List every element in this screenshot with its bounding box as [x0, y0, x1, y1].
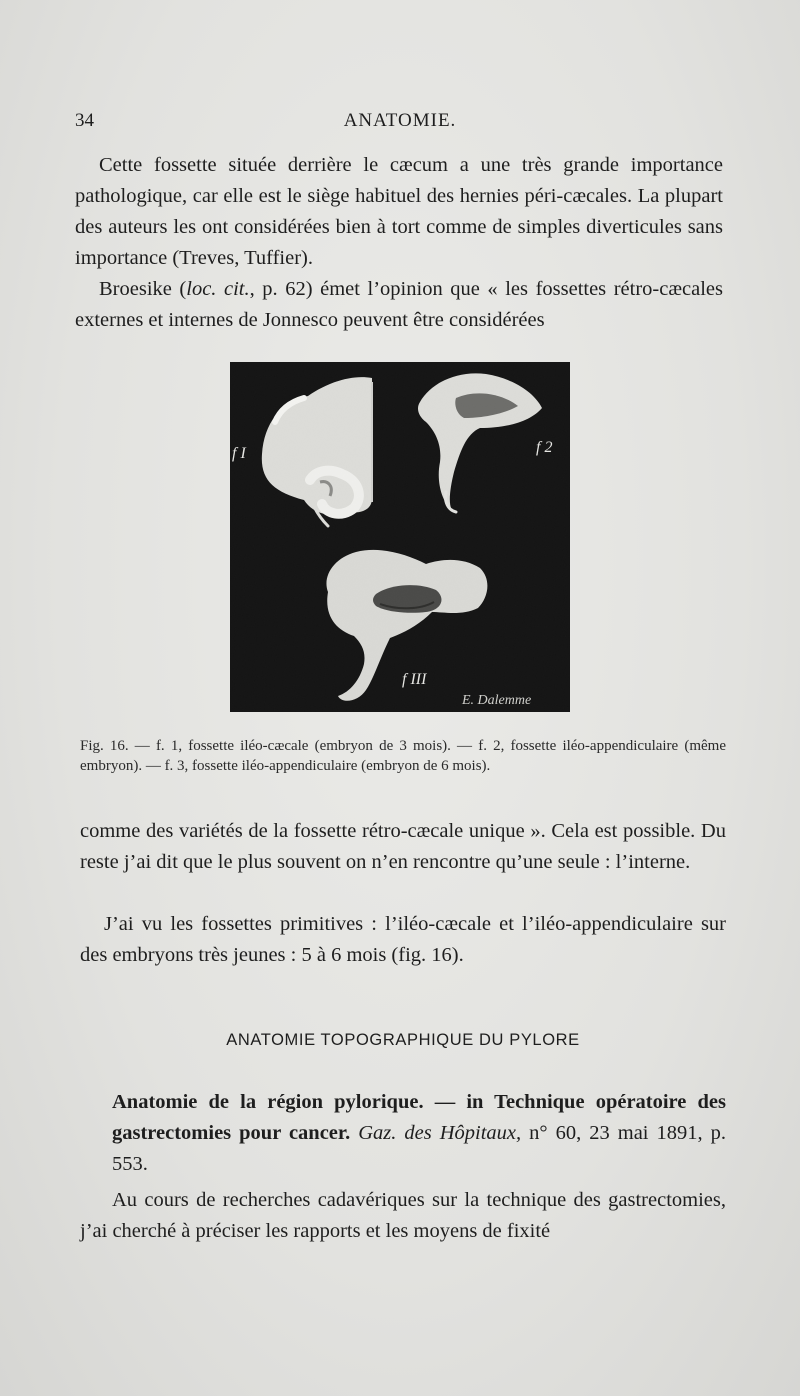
figure-caption: [80, 736, 726, 776]
figure-label-f2: f 2: [536, 439, 553, 456]
paragraph-3: comme des variétés de la fossette rétro-cæcale unique ». Cela est possible. Du reste j’ai dit que le plus souvent on n’en rencontre qu’une seule : l’interne.: [80, 820, 726, 873]
reference-journal: Gaz. des Hôpitaux,: [358, 1122, 522, 1144]
figure-caption-text: — f. 1, fossette iléo-cæcale (embryon de 3 mois). — f. 2, fossette iléo-appendiculaire (même embryon). — f. 3, fossette iléo-appendiculaire (embryon de 6 mois).: [80, 738, 726, 774]
paragraph-5: Au cours de recherches cadavériques sur la technique des gastrectomies, j’ai cherché à préciser les rapports et les moyens de fixité: [80, 1189, 726, 1242]
paragraph-2-text-b: , p. 62) émet l’opinion que « les fossettes rétro-cæcales externes et internes de Jonnesco peuvent être considérées: [75, 278, 723, 331]
section-heading: ANATOMIE TOPOGRAPHIQUE DU PYLORE: [226, 1031, 580, 1049]
figure-label-f3: f III: [402, 671, 427, 688]
anatomical-drawing: [230, 362, 570, 712]
page-number: 34: [75, 110, 94, 131]
paragraph-2: [75, 274, 723, 336]
paragraph-4: J’ai vu les fossettes primitives : l’iléo-cæcale et l’iléo-appendiculaire sur des embryons très jeunes : 5 à 6 mois (fig. 16).: [80, 913, 726, 966]
paragraph-1: Cette fossette située derrière le cæcum a une très grande importance pathologique, car elle est le siège habituel des hernies péri-cæcales. La plupart des auteurs les ont considérées bien à tort comme de simples diverticules sans importance (Treves, Tuffier).: [75, 154, 723, 269]
figure-label-f1: f I: [232, 445, 246, 462]
artist-signature: E. Dalemme: [462, 693, 532, 708]
reference-title: Anatomie de la région pylorique. — in Technique opératoire des gastrectomies pour cancer.: [112, 1091, 726, 1144]
reference-details: n° 60, 23 mai 1891, p. 553.: [112, 1122, 727, 1175]
bibliographic-reference: [112, 1087, 726, 1180]
figure-caption-label: Fig. 16.: [80, 738, 129, 754]
page-header: [75, 110, 725, 140]
figure-16-illustration: [230, 362, 570, 712]
running-head: ANATOMIE.: [343, 110, 457, 131]
paragraph-2-citation: loc. cit.: [186, 278, 250, 300]
paragraph-2-text-a: Broesike (: [99, 278, 187, 300]
